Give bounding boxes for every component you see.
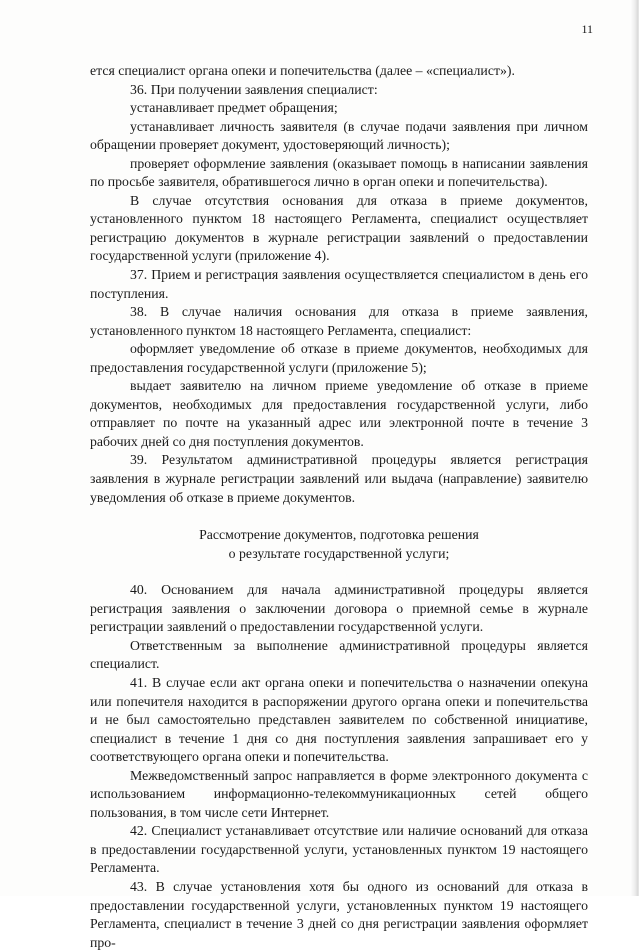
section-heading-line: о результате государственной услуги; [228,545,450,561]
paragraph: 36. При получении заявления специалист: [130,81,378,97]
paragraph: 43. В случае установления хотя бы одного из оснований для отказа в предоставлении государственной услуги, установленных пунктом 19 настоящего Регламента, специалист в течение 3 дней со дня регистрации заявления оформляет про- [90,878,588,950]
paragraph: оформляет уведомление об отказе в приеме документов, необходимых для предоставления государственной услуги (приложение 5); [90,341,588,375]
paragraph: выдает заявителю на личном приеме уведомление об отказе в приеме документов, необходимых для предоставления государственной услуги, либо отправляет по почте на указанный адрес или электронной почте в течение 3 рабочих дней со дня поступления документов. [90,378,588,449]
paragraph: 40. Основанием для начала административной процедуры является регистрация заявления о заключении договора о приемной семье в журнале регистрации заявлений о предоставлении государственной услуги. [90,582,588,635]
paragraph: 37. Прием и регистрация заявления осуществляется специалистом в день его поступления. [90,267,588,301]
paragraph: ется специалист органа опеки и попечительства (далее – «специалист»). [90,63,515,78]
section-heading [90,526,588,563]
scan-edge-shadow [630,0,638,896]
paragraph: В случае отсутствия основания для отказа в приеме документов, установленного пунктом 18 настоящего Регламента, специалист осуществляет регистрацию документов в журнале регистрации заявлений о предоставлении государственной услуги (приложение 4). [90,192,588,264]
paragraph: 39. Результатом административной процедуры является регистрация заявления в журнале регистрации заявлений или выдача (направление) заявителю уведомления об отказе в приеме документов. [90,452,588,505]
document-body [90,62,588,952]
paragraph: устанавливает личность заявителя (в случае подачи заявления при личном обращении проверяет документ, удостоверяющий личность); [90,118,588,153]
paragraph: 42. Специалист устанавливает отсутствие или наличие оснований для отказа в предоставлении государственной услуги, установленных пунктом 19 настоящего Регламента. [90,823,588,876]
paragraph: 38. В случае наличия основания для отказа в приеме заявления, установленного пунктом 18 настоящего Регламента, специалист: [90,304,588,338]
paragraph: устанавливает предмет обращения; [130,100,338,116]
section-heading-line: Рассмотрение документов, подготовка решения [199,527,479,543]
paragraph: 41. В случае если акт органа опеки и попечительства о назначении опекуна или попечителя находится в распоряжении другого органа опеки и попечительства и не был самостоятельно представлен заявителем по собственной инициативе, специалист в течение 1 дня со дня поступления заявления запрашивает его у соответствующего органа опеки и попечительства. [90,674,588,765]
paragraph: проверяет оформление заявления (оказывает помощь в написании заявления по просьбе заявителя, обратившегося лично в орган опеки и попечительства). [90,155,588,190]
paragraph: Ответственным за выполнение административной процедуры является специалист. [90,637,588,672]
page-number: 11 [581,22,593,36]
paragraph: Межведомственный запрос направляется в форме электронного документа с использованием информационно-телекоммуникационных сетей общего пользования, в том числе сети Интернет. [90,767,588,820]
